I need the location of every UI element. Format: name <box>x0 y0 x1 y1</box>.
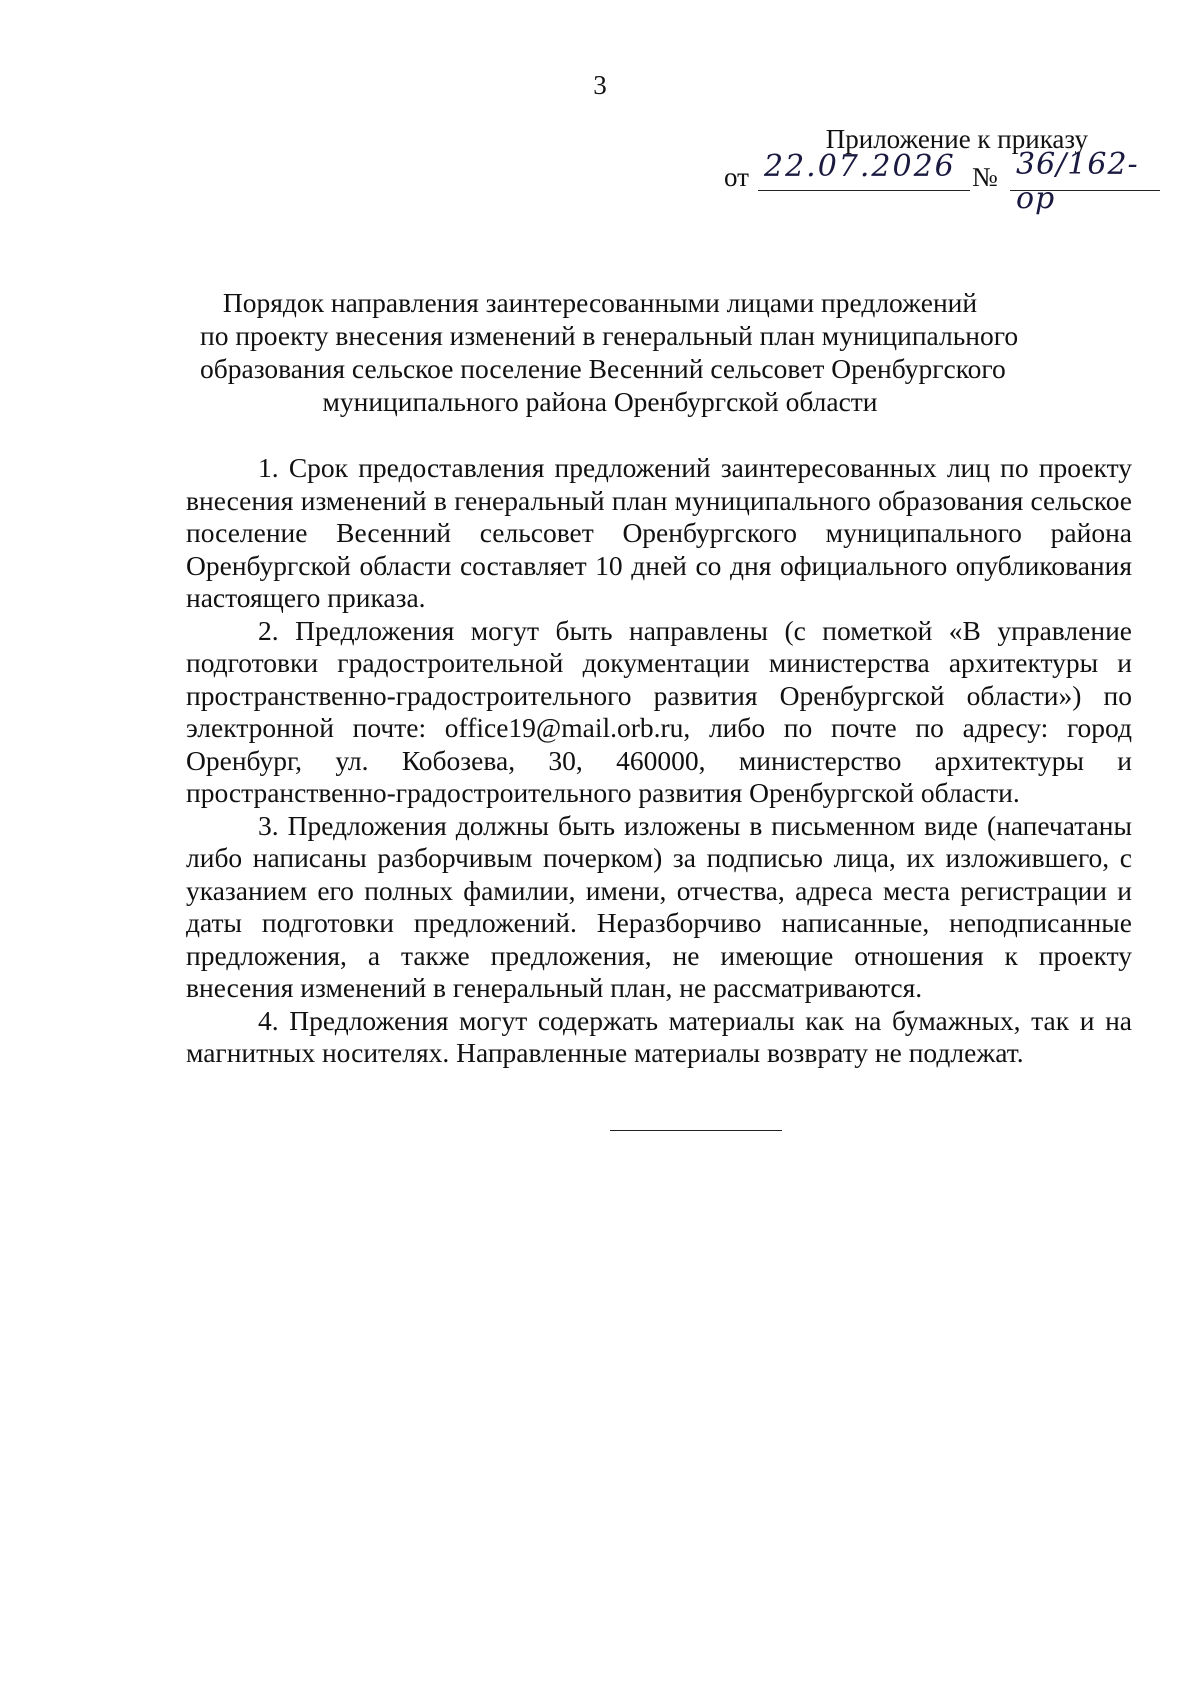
title-line: Порядок направления заинтересованными лицами предложений <box>222 287 978 318</box>
title-line: муниципального района Оренбургской области <box>322 386 878 417</box>
page-number: 3 <box>593 70 607 100</box>
title-line: по проекту внесения изменений в генеральный план муниципального <box>200 320 1019 351</box>
date-underline <box>758 190 970 191</box>
paragraph-2: 2. Предложения могут быть направлены (с пометкой «В управление подготовки градостроительной документации министерства архитектуры и пространственно-градостроительного развития Оренбургской области») по электронной почте: office19@mail.orb.ru, либо по почте по адресу: город Оренбург, ул. Кобозева, 30, 460000, министерство архитектуры и пространственно-градостроительного развития Оренбургской области. <box>186 614 1132 808</box>
paragraph-4: 4. Предложения могут содержать материалы как на бумажных, так и на магнитных носителях. Направленные материалы возврату не подлежат. <box>186 1004 1132 1068</box>
number-sign: № <box>972 162 998 192</box>
document-body <box>186 452 1132 1070</box>
title-line: образования сельское поселение Весенний сельсовет Оренбургского <box>200 353 1006 384</box>
handwritten-number: 36/162-ор <box>1016 147 1139 216</box>
handwritten-date: 22.07.2026 <box>764 149 956 184</box>
document-title <box>200 286 1019 418</box>
paragraph-3: 3. Предложения должны быть изложены в письменном виде (напечатаны либо написаны разборчивым почерком) за подписью лица, их изложившего, с указанием его полных фамилии, имени, отчества, адреса места регистрации и даты подготовки предложений. Неразборчиво написанные, неподписанные предложения, а также предложения, не имеющие отношения к проекту внесения изменений в генеральный план, не рассматриваются. <box>186 809 1132 1003</box>
appendix-label: Приложение к приказу <box>825 124 1088 154</box>
paragraph-1: 1. Срок предоставления предложений заинтересованных лиц по проекту внесения изменений в генеральный план муниципального образования сельское поселение Весенний сельсовет Оренбургского муниципального района Оренбургской области составляет 10 дней со дня официального опубликования настоящего приказа. <box>186 452 1132 613</box>
end-divider <box>610 1130 782 1131</box>
appendix-date-line <box>724 147 1174 216</box>
ot-label: от <box>724 162 749 192</box>
